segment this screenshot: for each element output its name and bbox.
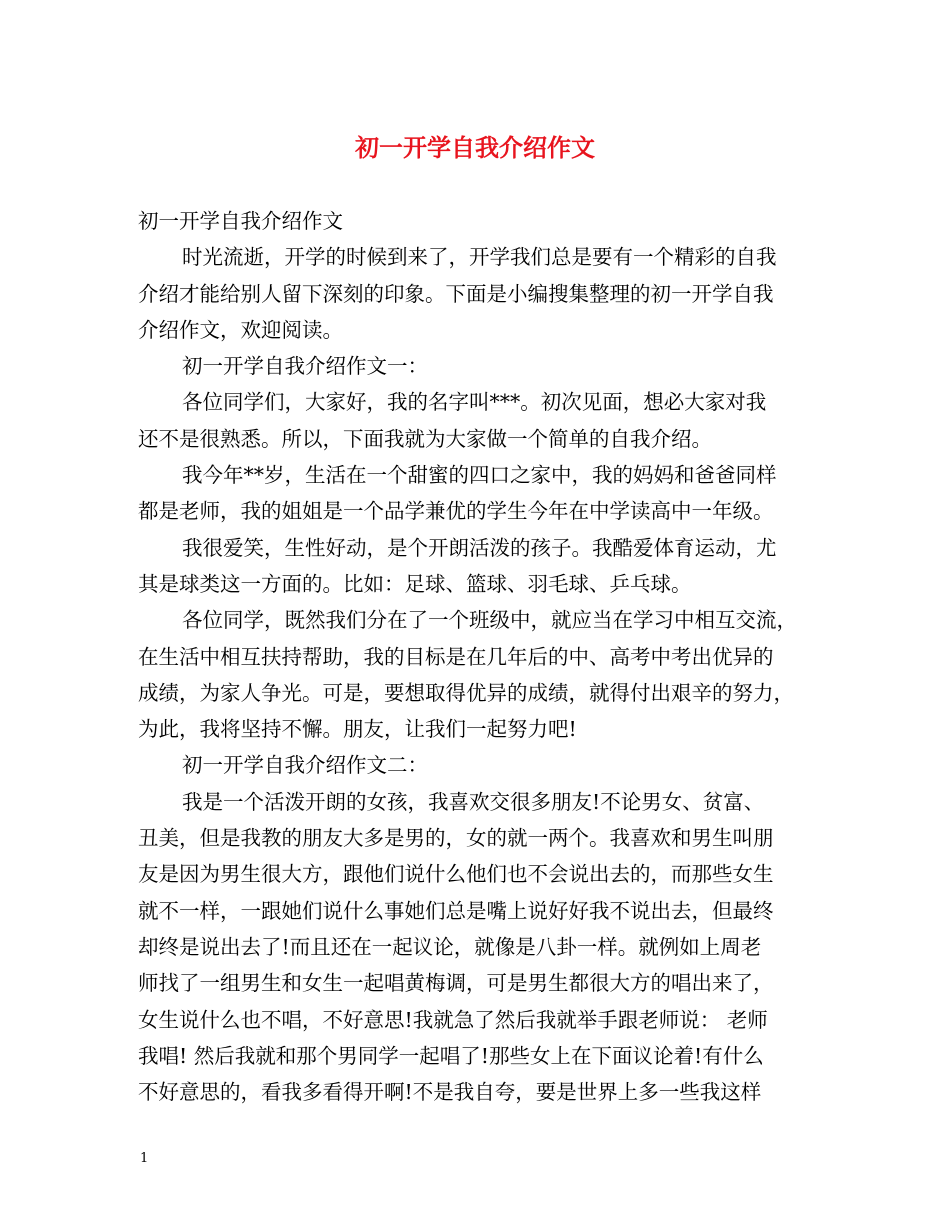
text-line: 都是老师，我的姐姐是一个品学兼优的学生今年在中学读高中一年级。 bbox=[138, 499, 774, 524]
text-line: 初一开学自我介绍作文二： bbox=[182, 753, 428, 778]
text-line: 介绍才能给别人留下深刻的印象。下面是小编搜集整理的初一开学自我 bbox=[138, 281, 774, 306]
text-line: 初一开学自我介绍作文一： bbox=[182, 354, 428, 379]
text-line: 各位同学，既然我们分在了一个班级中，就应当在学习中相互交流， bbox=[182, 608, 797, 633]
text-line: 时光流逝，开学的时候到来了，开学我们总是要有一个精彩的自我 bbox=[182, 245, 777, 270]
document-body bbox=[138, 203, 818, 1110]
text-line: 友是因为男生很大方，跟他们说什么他们也不会说出去的，而那些女生 bbox=[138, 862, 774, 887]
document-title: 初一开学自我介绍作文 bbox=[355, 133, 595, 162]
text-line: 就不一样，一跟她们说什么事她们总是嘴上说好好我不说出去，但最终 bbox=[138, 898, 774, 923]
text-line: 却终是说出去了!而且还在一起议论，就像是八卦一样。就例如上周老 bbox=[138, 934, 762, 959]
text-line: 初一开学自我介绍作文 bbox=[138, 209, 343, 233]
text-line: 不好意思的，看我多看得开啊!不是我自夸，要是世界上多一些我这样 bbox=[138, 1080, 762, 1105]
text-line: 其是球类这一方面的。比如：足球、篮球、羽毛球、乒乓球。 bbox=[138, 571, 692, 596]
text-line: 我很爱笑，生性好动，是个开朗活泼的孩子。我酷爱体育运动，尤 bbox=[182, 535, 777, 560]
text-line: 我是一个活泼开朗的女孩，我喜欢交很多朋友!不论男女、贫富、 bbox=[182, 789, 765, 814]
text-line: 成绩，为家人争光。可是，要想取得优异的成绩，就得付出艰辛的努力， bbox=[138, 680, 794, 705]
text-line: 师找了一组男生和女生一起唱黄梅调，可是男生都很大方的唱出来了， bbox=[138, 971, 774, 996]
text-line: 丑美，但是我教的朋友大多是男的，女的就一两个。我喜欢和男生叫朋 bbox=[138, 826, 774, 851]
text-line: 在生活中相互扶持帮助，我的目标是在几年后的中、高考中考出优异的 bbox=[138, 644, 774, 669]
text-line: 我唱! 然后我就和那个男同学一起唱了!那些女上在下面议论着!有什么 bbox=[138, 1043, 764, 1068]
text-line: 我今年**岁，生活在一个甜蜜的四口之家中，我的妈妈和爸爸同样 bbox=[182, 463, 777, 488]
text-line: 女生说什么也不唱，不好意思!我就急了然后我就举手跟老师说： 老师 bbox=[138, 1007, 768, 1032]
text-line: 还不是很熟悉。所以，下面我就为大家做一个简单的自我介绍。 bbox=[138, 426, 712, 451]
text-line: 介绍作文，欢迎阅读。 bbox=[138, 317, 343, 342]
text-line: 各位同学们，大家好，我的名字叫***。初次见面，想必大家对我 bbox=[182, 390, 767, 415]
text-line: 为此，我将坚持不懈。朋友，让我们一起努力吧! bbox=[138, 717, 577, 742]
page-number: 1 bbox=[140, 1151, 149, 1166]
